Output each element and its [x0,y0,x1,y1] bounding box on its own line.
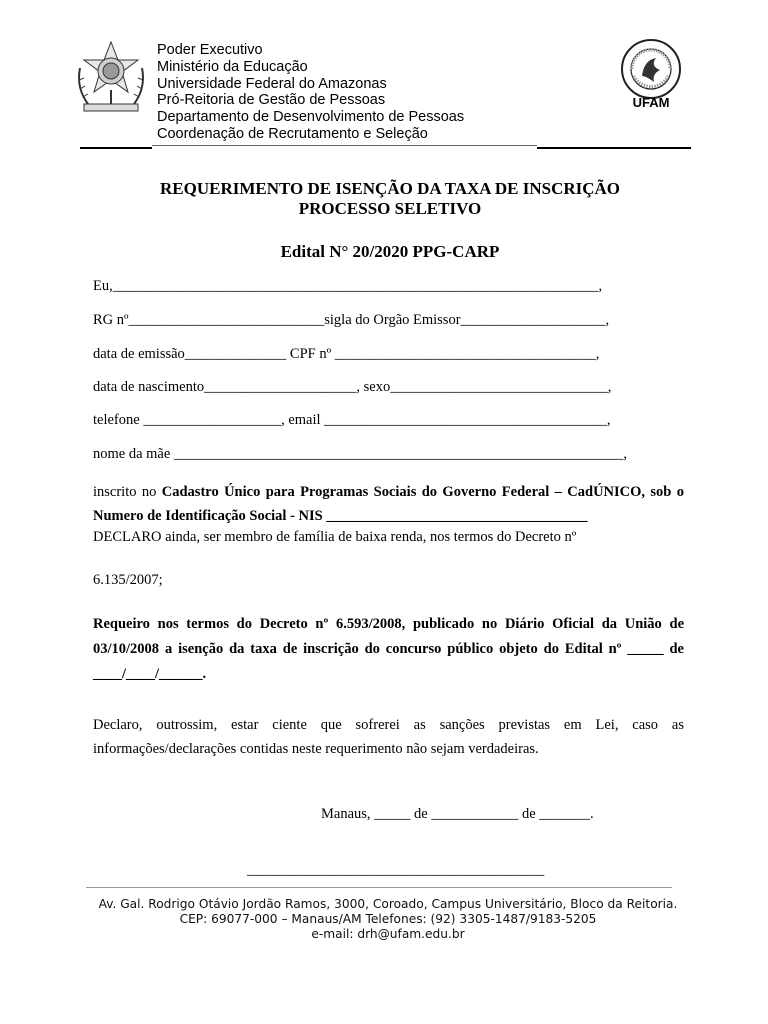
title-line-2: PROCESSO SELETIVO [298,199,482,218]
edital-title: Edital N° 20/2020 PPG-CARP [280,242,500,261]
header-line-ministerio: Ministério da Educação [157,58,308,75]
header-line-coordenacao: Coordenação de Recrutamento e Seleção [157,125,428,142]
field-telefone-email[interactable]: telefone ___________________, email _______________________________________, [93,412,611,428]
footer-block [88,897,688,942]
ufam-logo-text: UFAM [632,95,670,110]
header-divider-main [152,145,537,146]
field-eu[interactable]: Eu,___________________________________________________________________, [93,278,603,294]
footer-cep-phone: CEP: 69077-000 – Manaus/AM Telefones: (92) 3305-1487/9183-5205 [179,912,597,926]
footer-email[interactable]: e-mail: drh@ufam.edu.br [311,927,465,941]
field-rg[interactable]: RG nº___________________________sigla do Orgão Emissor____________________, [93,312,610,328]
declaro-outrossim-paragraph: Declaro, outrossim, estar ciente que sofrerei as sanções previstas em Lei, caso as informações/declarações contidas neste requerimento não sejam verdadeiras. [93,717,684,757]
cadunico-nis-text: Cadastro Único para Programas Sociais do Governo Federal – CadÚNICO, sob o Numero de Identificação Social - NIS ____________________________________ [93,484,685,524]
header-institution-block [157,42,464,143]
brazil-coat-of-arms-icon [72,38,150,120]
requeiro-paragraph: Requeiro nos termos do Decreto nº 6.593/2008, publicado no Diário Oficial da União de 03/10/2008 a isenção da taxa de inscrição do concurso público objeto do Edital nº _____ de ____/____/______. [93,616,684,682]
header-line-departamento: Departamento de Desenvolvimento de Pessoas [157,109,465,126]
header-line-universidade: Universidade Federal do Amazonas [157,75,387,92]
field-nome-mae[interactable]: nome da mãe ______________________________________________________________, [93,446,628,462]
local-data-line[interactable]: Manaus, _____ de ____________ de _______. [321,806,594,822]
decreto-number: 6.135/2007; [93,572,163,588]
header-line-pro-reitoria: Pró-Reitoria de Gestão de Pessoas [157,92,386,109]
document-title [0,179,768,219]
header-divider-right [537,147,691,149]
inscrito-prefix: inscrito no [93,484,162,500]
header-divider-left [80,147,152,149]
signature-line[interactable]: _________________________________________ [247,862,545,878]
field-nascimento-sexo[interactable]: data de nascimento_____________________, sexo______________________________, [93,379,612,395]
footer-address: Av. Gal. Rodrigo Otávio Jordão Ramos, 3000, Coroado, Campus Universitário, Bloco da Reitoria. [98,897,678,911]
header-line-poder: Poder Executivo [157,42,263,58]
inscrito-paragraph [93,480,684,528]
title-line-1: REQUERIMENTO DE ISENÇÃO DA TAXA DE INSCRIÇÃO [159,179,621,198]
field-data-emissao-cpf[interactable]: data de emissão______________ CPF nº ____________________________________, [93,346,600,362]
declaro-baixa-renda: DECLARO ainda, ser membro de família de baixa renda, nos termos do Decreto nº [93,529,577,545]
footer-divider [86,887,672,888]
